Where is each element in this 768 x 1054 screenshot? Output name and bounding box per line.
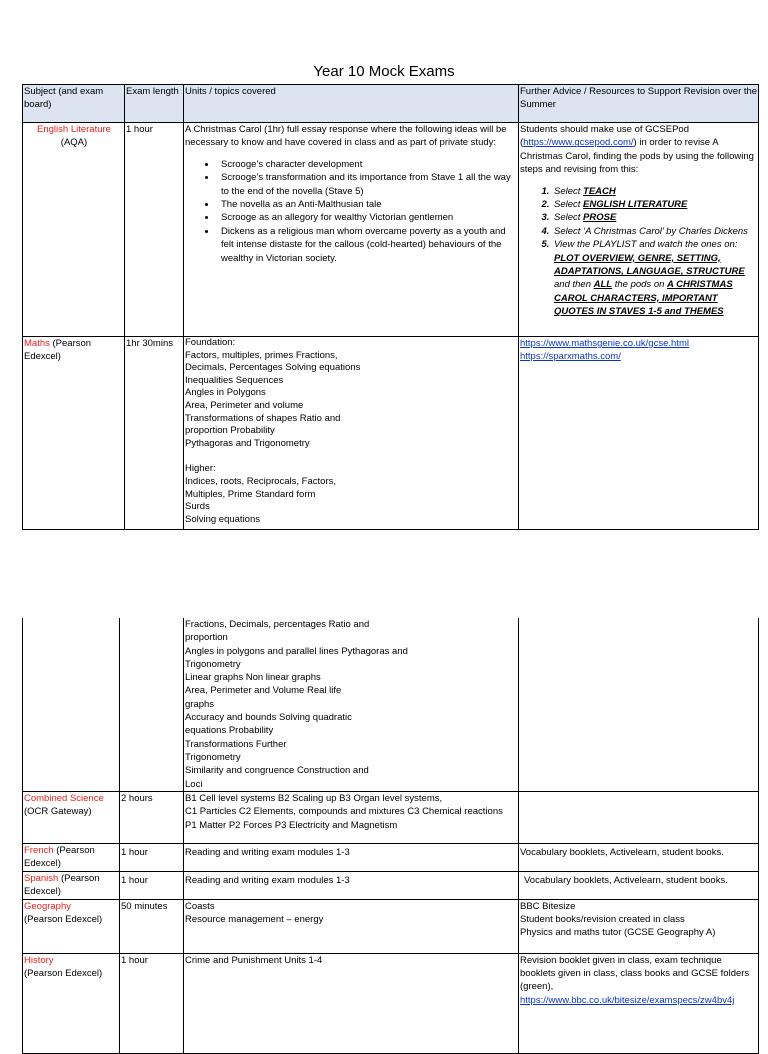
maths-line: Surds [185,501,210,513]
english-advice [519,123,759,337]
maths-line: Transformations of shapes Ratio and [185,412,341,424]
step-text: Select [554,185,584,197]
french-board: (Pearson Edexcel) [24,844,95,870]
table-row-history [23,953,759,1053]
step-text: and then [554,279,594,291]
maths-line: Angles in polygons and parallel lines Pythagoras and [185,645,408,657]
history-board: (Pearson Edexcel) [24,968,103,980]
table-row-maths-continued [23,618,759,791]
history-subject: History [24,954,54,966]
maths-line: Angles in Polygons [185,387,266,399]
list-item: • Scrooge’s character development [217,158,518,171]
english-topic-list [185,158,518,265]
bbc-bitesize-link[interactable]: https://www.bbc.co.uk/bitesize/examspecs/zw4bv4j [520,994,735,1006]
step-item: 4. Select ‘A Christmas Carol’ by Charles Dickens [552,225,758,238]
step-item [552,211,758,224]
step-item [552,185,758,198]
science-advice [519,791,759,843]
science-subject-cell [23,791,120,843]
maths-line: Indices, roots, Reciprocals, Factors, [185,475,336,487]
maths-units-page-1 [184,337,519,530]
science-line: B1 Cell level systems B2 Scaling up B3 Organ level systems, [185,792,443,804]
maths-line: Pythagoras and Trigonometry [185,437,310,449]
spanish-length: 1 hour [120,871,184,899]
maths-line: equations Probability [185,725,274,737]
english-units [184,123,519,337]
geography-advice-line: Physics and maths tutor (GCSE Geography A) [520,927,716,939]
maths-line: Accuracy and bounds Solving quadratic [185,712,352,724]
maths-line: Linear graphs Non linear graphs [185,672,321,684]
maths-line: Decimals, Percentages Solving equations [185,362,361,374]
science-line: C1 Particles C2 Elements, compounds and mixtures C3 Chemical reactions [185,806,503,818]
maths-line: Fractions, Decimals, percentages Ratio and [185,619,370,630]
step-item [552,238,758,318]
step-keyword: ENGLISH LITERATURE [583,199,688,211]
exam-table-page-1 [22,84,759,530]
english-length: 1 hour [125,123,184,337]
english-subject: English Literature [37,124,111,135]
maths-board: (Pearson Edexcel) [24,338,92,363]
header-units: Units / topics covered [184,85,519,123]
maths-length: 1hr 30mins [125,337,184,530]
english-subject-cell [23,123,125,337]
geography-advice-line: BBC Bitesize [520,900,576,912]
english-advice-text-a: Students should make use of GCSEPod ( [520,124,689,149]
history-units: Crime and Punishment Units 1-4 [184,953,519,1053]
history-length: 1 hour [120,953,184,1053]
maths-line: Area, Perimeter and Volume Real life [185,685,342,697]
header-exam-length: Exam length [125,85,184,123]
maths-advice [519,337,759,530]
spanish-advice: Vocabulary booklets, Activelearn, student books. [519,871,759,899]
maths-line: Trigonometry [185,751,241,763]
geography-line: Coasts [185,900,215,912]
spanish-subject-cell [23,871,120,899]
spanish-units: Reading and writing exam modules 1-3 [184,871,519,899]
science-length: 2 hours [120,791,184,843]
maths-length-continued [120,618,184,791]
maths-line: proportion Probability [185,425,275,437]
maths-units-page-2 [184,618,519,791]
table-row-science [23,791,759,843]
maths-subject-cell [23,337,125,530]
step-text: the pods on [612,279,668,291]
maths-line: proportion [185,632,228,644]
english-board: (AQA) [60,137,88,149]
table-row-geography [23,899,759,953]
maths-line: Inequalities Sequences [185,374,284,386]
gcsepod-link[interactable]: https://www.gcsepod.com/ [523,137,634,149]
list-item: • The novella as an Anti-Malthusian tale [217,198,518,211]
gcsepod-steps [520,185,758,319]
geography-length: 50 minutes [120,899,184,953]
exam-table-page-2 [22,618,759,1054]
french-units: Reading and writing exam modules 1-3 [184,843,519,871]
geography-advice [519,899,759,953]
step-text: View the PLAYLIST and watch the ones on: [554,239,738,251]
maths-line: Higher: [185,463,216,475]
maths-line: Multiples, Prime Standard form [185,488,316,500]
list-item: • Dickens as a religious man whom overcame poverty as a youth and felt intense distaste for the callous (cold-hearted) behaviours of the wealthy in Victorian society. [217,225,518,265]
maths-line: Foundation: [185,337,236,348]
step-text: Select [554,212,584,224]
science-subject: Combined Science [24,792,104,804]
page-title: Year 10 Mock Exams [313,63,455,80]
step-text: Select [554,199,584,211]
science-line: P1 Matter P2 Forces P3 Electricity and Magnetism [185,819,398,831]
list-item: • Scrooge’s transformation and its importance from Stave 1 all the way to the end of the novella (Stave 5) [217,171,518,198]
step-keyword: A CHRISTMAS CAROL CHARACTERS, IMPORTANT QUOTES IN STAVES 1-5 and THEMES [554,279,733,318]
maths-line: Similarity and congruence Construction and [185,765,369,777]
french-subject: French [24,844,54,856]
list-item: • Scrooge as an allegory for wealthy Victorian gentlemen [217,211,518,224]
maths-advice-continued [519,618,759,791]
maths-line: Trigonometry [185,658,241,670]
maths-line [185,450,518,463]
geography-line: Resource management – energy [185,914,324,926]
french-advice: Vocabulary booklets, Activelearn, student books. [519,843,759,871]
mathsgenie-link[interactable]: https://www.mathsgenie.co.uk/gcse.html [520,338,689,349]
maths-line: Area, Perimeter and volume [185,399,304,411]
history-subject-cell [23,953,120,1053]
history-advice-text: Revision booklet given in class, exam technique booklets given in class, class books and GCSE folders (green), [520,954,750,993]
geography-board: (Pearson Edexcel) [24,914,103,926]
english-intro: A Christmas Carol (1hr) full essay response where the following ideas will be necessary to know and have covered in class and as part of private study: [185,124,507,149]
sparxmaths-link[interactable]: https://sparxmaths.com/ [520,351,621,363]
spanish-board: (Pearson Edexcel) [24,872,100,898]
history-advice [519,953,759,1053]
header-advice: Further Advice / Resources to Support Revision over the Summer [519,85,759,123]
step-keyword: PROSE [583,212,617,224]
table-row-spanish [23,871,759,899]
table-row-english [23,123,759,337]
step-keyword: ALL [593,279,613,291]
table-header-row [23,85,759,123]
step-keyword: PLOT OVERVIEW, GENRE, SETTING, ADAPTATIONS, LANGUAGE, STRUCTURE [554,252,745,278]
header-subject: Subject (and exam board) [23,85,125,123]
maths-line: graphs [185,698,215,710]
maths-subject-cell-continued [23,618,120,791]
step-keyword: TEACH [583,185,616,197]
table-row-french [23,843,759,871]
english-advice-text-b: ) in order to revise A Christmas Carol, finding the pods by using the following steps and revising from this: [520,137,754,176]
step-item [552,198,758,211]
geography-subject-cell [23,899,120,953]
science-units [184,791,519,843]
maths-line: Transformations Further [185,738,287,750]
maths-line: Loci [185,778,203,790]
maths-line: Solving equations [185,513,260,525]
french-subject-cell [23,843,120,871]
maths-line: Factors, multiples, primes Fractions, [185,349,338,361]
maths-subject: Maths [24,338,50,349]
french-length: 1 hour [120,843,184,871]
table-row-maths [23,337,759,530]
geography-subject: Geography [24,900,72,912]
science-board: (OCR Gateway) [24,806,92,818]
spanish-subject: Spanish [24,872,59,884]
geography-units [184,899,519,953]
geography-advice-line: Student books/revision created in class [520,914,685,926]
